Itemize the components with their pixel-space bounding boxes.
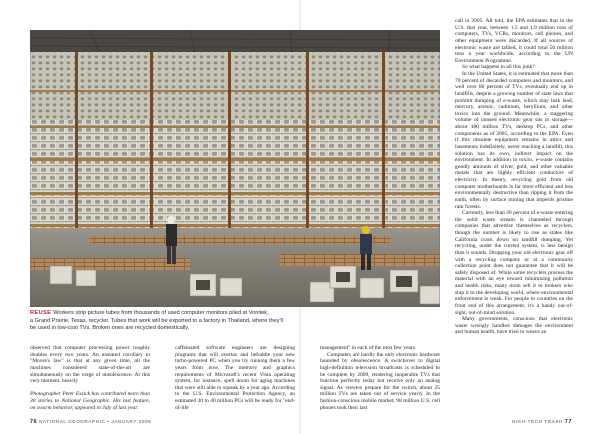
page-number: 77 bbox=[564, 419, 572, 425]
folio-left bbox=[30, 419, 151, 425]
photographer-credit: Photographer Peter Essick has contributed more than 30 stories to National Geographic. His last feature, on swarm behavior, appeared in July of last year. bbox=[30, 391, 150, 411]
caption-line bbox=[30, 310, 440, 318]
folio-text: NATIONAL GEOGRAPHIC • JANUARY 2008 bbox=[39, 419, 152, 424]
body-paragraph: So what happens to all this junk? bbox=[462, 64, 535, 71]
body-paragraph: Currently, less than 20 percent of e-waste entering the solid waste stream is channeled through companies that advertise themselves as recyclers, though the number is likely to rise as states like California crack down on landfill dumping. Yet recycling, under the current system, is less benign than it sounds. Dropping your old electronic gear off with a recycling company or at a community collection point does not guarantee that it will be safely disposed of. While some recyclers process the material with an eye toward minimizing pollution and health risks, many more sell it to brokers who ship it to the developing world, where environmental enforcement is weak. For people in countries on the front end of this arrangement, it's a handy out-of-sight, out-of-mind solution. bbox=[455, 210, 573, 316]
body-column-2 bbox=[175, 345, 295, 411]
body-paragraph: management" in each of the next few years. bbox=[320, 345, 417, 351]
body-paragraph: In the United States, it is estimated that more than 70 percent of discarded computers and monitors, and well over 80 percent of TVs, eventually end up in landfills, despite a growing number of state laws that prohibit dumping of e-waste, which may leak lead, mercury, arsenic, cadmium, beryllium, and other toxics into the ground. Meanwhile, a staggering volume of unused electronic gear sits in storage—about 180 million TVs, desktop PCs, and other components as of 2005, according to the EPA. Even if this obsolete equipment remains in attics and basements indefinitely, never reaching a landfill, this solution has its own, indirect impact on the environment. In addition to toxics, e-waste contains goodly amounts of silver, gold, and other valuable metals that are highly efficient conductors of electricity. In theory, recycling gold from old computer motherboards is far more efficient and less environmentally destructive than ripping it from the earth, often by surface mining that imperils pristine rain forests. bbox=[455, 71, 573, 210]
body-column-1 bbox=[30, 345, 150, 411]
caption-kicker: REUSE bbox=[30, 310, 52, 316]
body-paragraph: caffeinated software engineers are designing programs that will overtax and befuddle your new turbo-powered PC when you try running them a few years from now. The memory and graphics requirements of Microsoft's recent Vista operating system, for instance, spell doom for aging machines that were still able to squeak by a year ago. According to the U.S. Environmental Protection Agency, an estimated 30 to 40 million PCs will be ready for "end-of-life bbox=[175, 345, 295, 411]
body-paragraph: Computers are hardly the only electronic hardware hounded by obsolescence. A switchover to digital high-definition television broadcasts is scheduled to be complete by 2009, rendering inoperable TVs that function perfectly today but receive only an analog signal. As viewers prepare for the switch, about 25 million TVs are taken out of service yearly. In the fashion-conscious mobile market, 98 million U.S. cell phones took their last bbox=[320, 351, 440, 411]
caption-line: a Grand Prairie, Texas, recycler. Tubes that work will be exported to a factory in Thailand, where they'll bbox=[30, 317, 284, 324]
body-paragraph: call in 2005. All told, the EPA estimates that in the U.S. that year, between 1.5 and 1.9 million tons of computers, TVs, VCRs, monitors, cell phones, and other equipment were discarded. If all sources of electronic waste are tallied, it could total 50 million tons a year worldwide, according to the UN Environment Programme. bbox=[455, 18, 573, 64]
caption-text: Workers strip picture tubes from thousands of used computer monitors piled at Vonitek, bbox=[53, 310, 269, 316]
page-number: 76 bbox=[30, 419, 38, 425]
warehouse-photo-svg bbox=[30, 30, 440, 307]
body-column-3 bbox=[320, 345, 440, 411]
warehouse-photo bbox=[30, 30, 440, 307]
body-paragraph: observed that computer processing power roughly doubles every two years. An unstated corollary to "Moore's law" is that at any given time, all the machines considered state-of-the-art are simultaneously on the verge of obsolescence. At this very moment, heavily bbox=[30, 345, 150, 385]
body-column-4 bbox=[455, 18, 573, 336]
folio-right bbox=[512, 419, 572, 425]
folio-text: HIGH-TECH TRASH bbox=[511, 419, 563, 424]
caption-line: be used in low-cost TVs. Broken ones are recycled domestically. bbox=[30, 325, 190, 332]
photo-caption bbox=[30, 310, 440, 333]
body-paragraph: Many governments, conscious that electronic waste wrongly handled damages the environment and human health, have tried to weave an bbox=[455, 316, 573, 336]
